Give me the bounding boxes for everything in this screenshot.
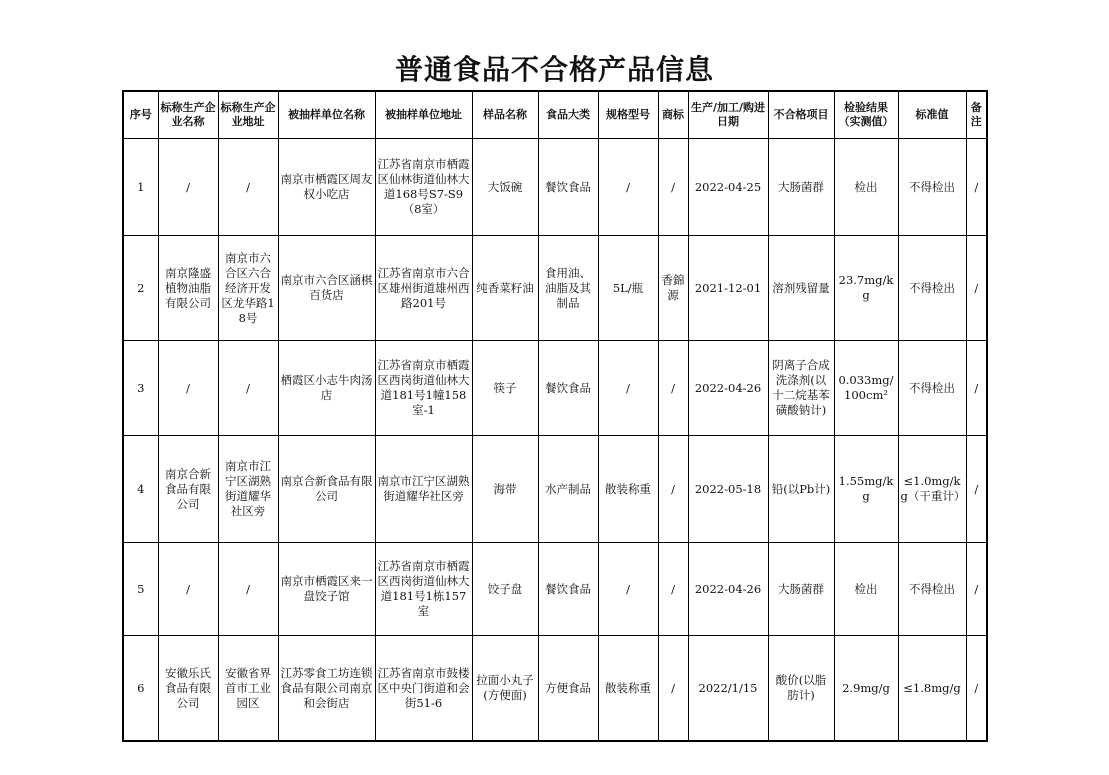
cell-sampled-unit-address: 江苏省南京市栖霞区西岗街道仙林大道181号1栋157室 xyxy=(375,543,472,636)
cell-manufacturer-name: / xyxy=(158,543,218,636)
header-standard: 标准值 xyxy=(898,91,966,139)
cell-remark: / xyxy=(966,543,987,636)
cell-failed-item: 大肠菌群 xyxy=(768,139,834,236)
header-date: 生产/加工/购进日期 xyxy=(688,91,768,139)
cell-manufacturer-name: 南京隆盛植物油脂有限公司 xyxy=(158,236,218,341)
cell-remark: / xyxy=(966,436,987,543)
cell-manufacturer-name: 南京合新食品有限公司 xyxy=(158,436,218,543)
table-row xyxy=(123,636,987,742)
cell-sample-name: 海带 xyxy=(472,436,538,543)
cell-failed-item: 溶剂残留量 xyxy=(768,236,834,341)
header-test-result: 检验结果（实测值） xyxy=(834,91,898,139)
cell-sampled-unit-name: 南京市六合区涵棋百货店 xyxy=(278,236,375,341)
cell-spec: 散装称重 xyxy=(598,436,658,543)
cell-manufacturer-address: 安徽省界首市工业园区 xyxy=(218,636,278,742)
cell-trademark: / xyxy=(658,436,688,543)
page-title: 普通食品不合格产品信息 xyxy=(394,53,714,86)
header-food-category: 食品大类 xyxy=(538,91,598,139)
cell-standard: ≤1.8mg/g xyxy=(898,636,966,742)
cell-manufacturer-address: / xyxy=(218,543,278,636)
cell-food-category: 餐饮食品 xyxy=(538,543,598,636)
cell-food-category: 水产制品 xyxy=(538,436,598,543)
cell-date: 2022-04-26 xyxy=(688,543,768,636)
cell-spec: / xyxy=(598,543,658,636)
cell-sampled-unit-name: 南京市栖霞区周友权小吃店 xyxy=(278,139,375,236)
cell-test-result: 0.033mg/100cm² xyxy=(834,341,898,436)
cell-date: 2021-12-01 xyxy=(688,236,768,341)
cell-sampled-unit-name: 江苏零食工坊连锁食品有限公司南京和会街店 xyxy=(278,636,375,742)
cell-date: 2022-05-18 xyxy=(688,436,768,543)
cell-sample-name: 大饭碗 xyxy=(472,139,538,236)
table-row xyxy=(123,341,987,436)
cell-sampled-unit-address: 江苏省南京市栖霞区仙林街道仙林大道168号S7-S9（8室） xyxy=(375,139,472,236)
table-row xyxy=(123,543,987,636)
cell-remark: / xyxy=(966,341,987,436)
cell-failed-item: 阴离子合成洗涤剂(以十二烷基苯磺酸钠计) xyxy=(768,341,834,436)
cell-food-category: 食用油、油脂及其制品 xyxy=(538,236,598,341)
cell-remark: / xyxy=(966,236,987,341)
cell-index: 6 xyxy=(123,636,158,742)
cell-failed-item: 铅(以Pb计) xyxy=(768,436,834,543)
cell-index: 4 xyxy=(123,436,158,543)
header-spec: 规格型号 xyxy=(598,91,658,139)
cell-standard: 不得检出 xyxy=(898,139,966,236)
cell-sampled-unit-name: 南京市栖霞区来一盘饺子馆 xyxy=(278,543,375,636)
cell-sampled-unit-address: 南京市江宁区湖熟街道耀华社区旁 xyxy=(375,436,472,543)
cell-sample-name: 筷子 xyxy=(472,341,538,436)
header-trademark: 商标 xyxy=(658,91,688,139)
cell-test-result: 检出 xyxy=(834,543,898,636)
header-failed-item: 不合格项目 xyxy=(768,91,834,139)
cell-remark: / xyxy=(966,139,987,236)
cell-trademark: 香錦源 xyxy=(658,236,688,341)
cell-date: 2022-04-25 xyxy=(688,139,768,236)
cell-manufacturer-address: / xyxy=(218,139,278,236)
cell-manufacturer-name: / xyxy=(158,341,218,436)
cell-spec: / xyxy=(598,341,658,436)
cell-standard: 不得检出 xyxy=(898,543,966,636)
header-sampled-unit-name: 被抽样单位名称 xyxy=(278,91,375,139)
cell-standard: 不得检出 xyxy=(898,341,966,436)
cell-remark: / xyxy=(966,636,987,742)
cell-manufacturer-name: / xyxy=(158,139,218,236)
header-row xyxy=(123,91,987,139)
cell-test-result: 23.7mg/kg xyxy=(834,236,898,341)
cell-sampled-unit-address: 江苏省南京市栖霞区西岗街道仙林大道181号1幢158室-1 xyxy=(375,341,472,436)
cell-test-result: 1.55mg/kg xyxy=(834,436,898,543)
cell-trademark: / xyxy=(658,636,688,742)
cell-manufacturer-address: / xyxy=(218,341,278,436)
cell-failed-item: 大肠菌群 xyxy=(768,543,834,636)
header-remark: 备注 xyxy=(966,91,987,139)
unqualified-products-table xyxy=(122,90,988,742)
cell-sample-name: 拉面小丸子(方便面) xyxy=(472,636,538,742)
cell-trademark: / xyxy=(658,341,688,436)
table-row xyxy=(123,139,987,236)
cell-sampled-unit-address: 江苏省南京市六合区雄州街道雄州西路201号 xyxy=(375,236,472,341)
header-index: 序号 xyxy=(123,91,158,139)
header-sample-name: 样品名称 xyxy=(472,91,538,139)
table-row xyxy=(123,436,987,543)
cell-sampled-unit-name: 栖霞区小志牛肉汤店 xyxy=(278,341,375,436)
cell-standard: ≤1.0mg/kg（干重计） xyxy=(898,436,966,543)
cell-date: 2022/1/15 xyxy=(688,636,768,742)
cell-food-category: 餐饮食品 xyxy=(538,341,598,436)
cell-date: 2022-04-26 xyxy=(688,341,768,436)
cell-sample-name: 纯香菜籽油 xyxy=(472,236,538,341)
cell-manufacturer-name: 安徽乐氏食品有限公司 xyxy=(158,636,218,742)
cell-index: 1 xyxy=(123,139,158,236)
cell-trademark: / xyxy=(658,139,688,236)
table-row xyxy=(123,236,987,341)
cell-food-category: 方便食品 xyxy=(538,636,598,742)
cell-manufacturer-address: 南京市江宁区湖熟街道耀华社区旁 xyxy=(218,436,278,543)
cell-sampled-unit-address: 江苏省南京市鼓楼区中央门街道和会街51-6 xyxy=(375,636,472,742)
header-manufacturer-name: 标称生产企业名称 xyxy=(158,91,218,139)
cell-spec: 散装称重 xyxy=(598,636,658,742)
cell-standard: 不得检出 xyxy=(898,236,966,341)
header-sampled-unit-address: 被抽样单位地址 xyxy=(375,91,472,139)
cell-failed-item: 酸价(以脂肪计) xyxy=(768,636,834,742)
cell-manufacturer-address: 南京市六合区六合经济开发区龙华路18号 xyxy=(218,236,278,341)
cell-sampled-unit-name: 南京合新食品有限公司 xyxy=(278,436,375,543)
cell-test-result: 2.9mg/g xyxy=(834,636,898,742)
cell-food-category: 餐饮食品 xyxy=(538,139,598,236)
cell-index: 2 xyxy=(123,236,158,341)
cell-trademark: / xyxy=(658,543,688,636)
cell-spec: / xyxy=(598,139,658,236)
cell-spec: 5L/瓶 xyxy=(598,236,658,341)
cell-index: 3 xyxy=(123,341,158,436)
header-manufacturer-address: 标称生产企业地址 xyxy=(218,91,278,139)
cell-sample-name: 饺子盘 xyxy=(472,543,538,636)
cell-test-result: 检出 xyxy=(834,139,898,236)
cell-index: 5 xyxy=(123,543,158,636)
